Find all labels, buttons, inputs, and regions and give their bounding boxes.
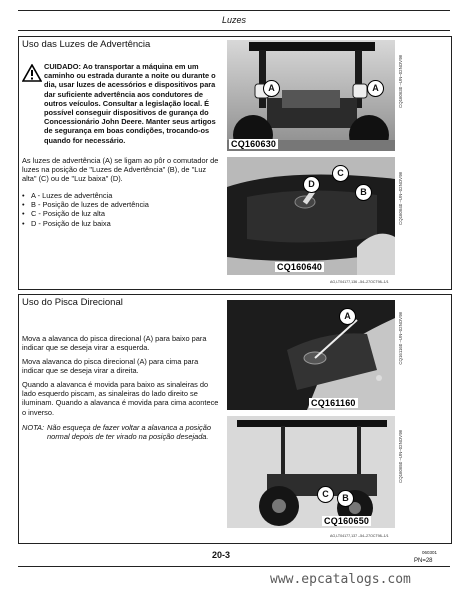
turn-signal-lever-illustration: [227, 300, 395, 410]
note-text: Não esqueça de fazer voltar a alavanca a posição normal depois de ter virado na posição desejada.: [47, 423, 211, 442]
watermark[interactable]: www.epcatalogs.com: [270, 572, 411, 587]
photo-code: CQ161160: [311, 398, 356, 408]
caution-block: [22, 62, 220, 145]
note-label: NOTA:: [22, 423, 45, 432]
turn-signal-behavior-paragraph: Quando a alavanca é movida para baixo as sinaleiras do lado esquerdo piscam, as sinaleiras do lado direito se iluminam. Quando a alavanca é movida para cima acontece o inverso.: [22, 380, 219, 417]
caution-label: CUIDADO:: [44, 62, 81, 71]
section-warning-lights-title: Uso das Luzes de Advertência: [22, 39, 151, 50]
callout-label: C: [332, 165, 349, 182]
page-header: [18, 10, 450, 31]
section-turn-signal-title: Uso do Pisca Direcional: [22, 297, 123, 308]
note-block: [22, 423, 222, 441]
caution-text: [44, 62, 220, 145]
section-ref: AG,LT04177,137 –54–27OCT98–1/1: [330, 534, 389, 538]
callout-label: A: [263, 80, 280, 97]
turn-signal-right-paragraph: Mova alavanca do pisca direcional (A) para cima para indicar que se deseja virar a direita.: [22, 357, 199, 376]
callout-label: A: [339, 308, 356, 325]
light-switch-photo: [227, 157, 395, 275]
turn-signal-lever-photo: [227, 300, 395, 410]
tractor-front-photo: [227, 40, 395, 151]
callout-label: D: [303, 176, 320, 193]
warning-triangle-icon: [22, 64, 42, 82]
legend-item: • B - Posição de luzes de advertência: [22, 200, 222, 209]
legend-item: • D - Posição de luz baixa: [22, 219, 222, 228]
photo-side-ref: CQ160640 –UN–02NOV98: [398, 172, 403, 225]
photo-code: CQ160630: [231, 139, 277, 149]
photo-side-ref: CQ160650 –UN–02NOV98: [398, 430, 403, 483]
photo-code: CQ160640: [277, 262, 323, 272]
tractor-side-illustration: [227, 416, 395, 528]
callout-label: B: [337, 490, 354, 507]
caution-body: Ao transportar a máquina em um caminho ou estrada durante a noite ou durante o dia, usar luzes de acessórios e dispositivos para dar suficiente advertência aos condutores de outros veículos. Consultar a legislação local. É possível conseguir dispositivos de gurança do Concessionário John Deere. Manter seus artigos de segurança em boas condições, trocando-os quando for necessário.: [44, 62, 216, 145]
page-header-title: Luzes: [221, 15, 247, 25]
warning-lights-intro: As luzes de advertência (A) se ligam ao pôr o comutador de luzes na posição de "Luzes de Advertência" (B), de "Luz alta" (C) ou de "Luz baixa" (D).: [22, 156, 219, 184]
photo-code: CQ160650: [324, 516, 370, 526]
footer-code: 060301: [422, 550, 438, 555]
light-switch-illustration: [227, 157, 395, 275]
footer-rule: [18, 566, 450, 567]
turn-signal-left-paragraph: Mova a alavanca do pisca direcional (A) para baixo para indicar que se deseja virar a esquerda.: [22, 334, 207, 353]
callout-label: A: [367, 80, 384, 97]
page-number: 20-3: [212, 550, 231, 560]
legend-item: • A - Luzes de advertência: [22, 191, 222, 200]
warning-lights-legend: [22, 191, 222, 228]
photo-side-ref: CQ160630 –UN–02NOV98: [398, 55, 403, 108]
photo-side-ref: CQ161160 –UN–02NOV98: [398, 312, 403, 365]
section-ref: AG,LT04177,136 –54–27OCT98–1/1: [330, 280, 389, 284]
callout-label: B: [355, 184, 372, 201]
tractor-side-photo: [227, 416, 395, 528]
callout-label: C: [317, 486, 334, 503]
legend-item: • C - Posição de luz alta: [22, 209, 222, 218]
footer-pn: PN=28: [414, 558, 433, 564]
